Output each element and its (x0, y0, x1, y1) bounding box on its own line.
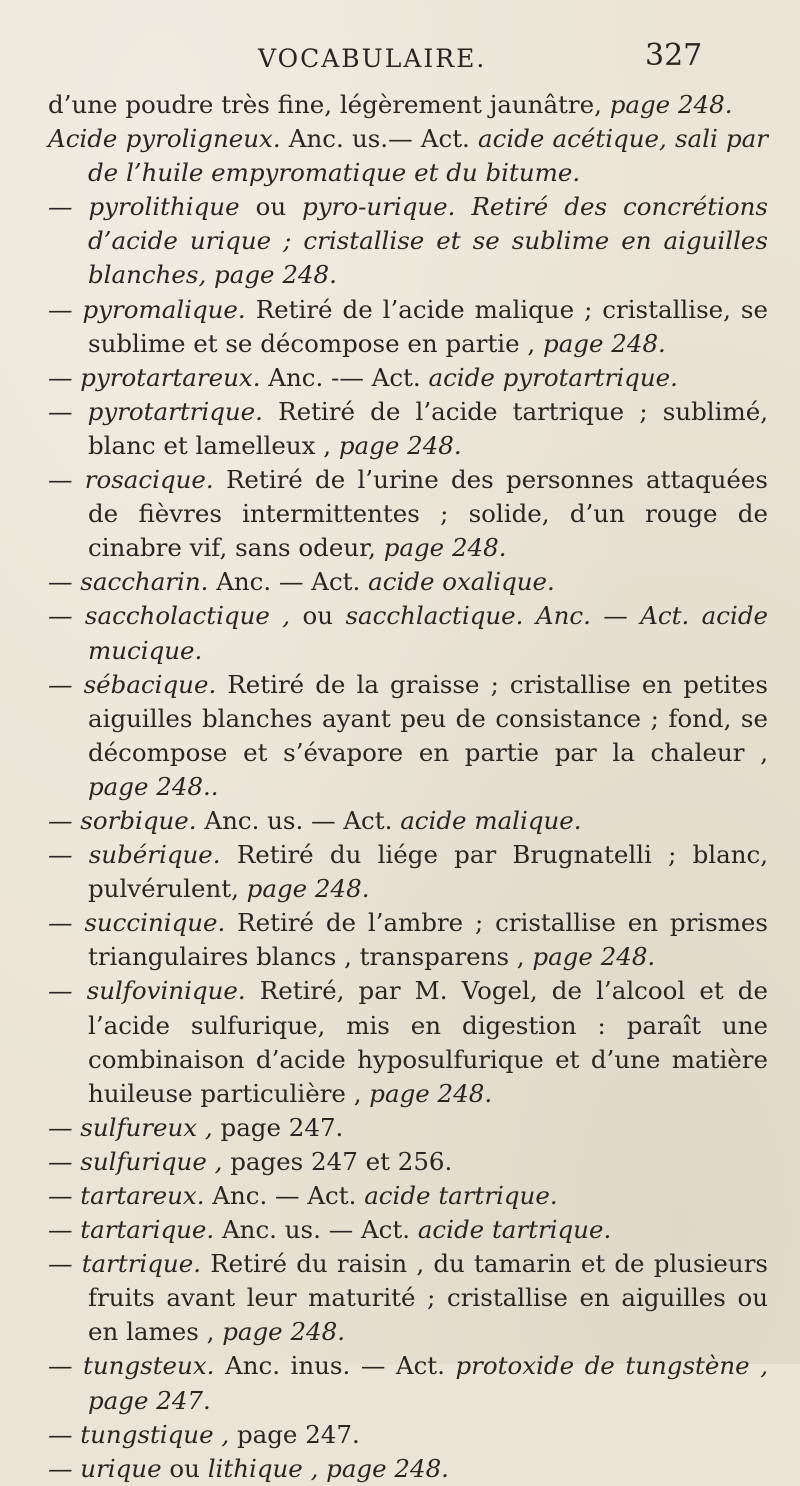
entry-body: Retiré du liége par Brugnatelli ; blanc, pulvérulent, (88, 840, 768, 904)
entry-body: Retiré de la graisse ; cristallise en petites aiguilles blanches ayant peu de consistance ; fond, se décompose et s’évapore en partie par la chaleur , (88, 669, 768, 767)
entry-tail: page 248. (532, 942, 656, 972)
entry-body: d’une poudre très fine, légèrement jaunâtre, (48, 90, 610, 119)
entry-tail: page 248. (246, 874, 370, 904)
entry-body: pages 247 et 256. (222, 1146, 453, 1176)
entry-head: — tartrique. (48, 1249, 201, 1279)
vocabulary-entries (48, 88, 768, 1486)
vocabulary-entry (48, 804, 768, 838)
vocabulary-entry (48, 1418, 768, 1452)
entry-tail: page 248. (222, 1317, 345, 1347)
entry-tail: acide tartrique. (417, 1215, 612, 1245)
entry-tail: lithique , page 248. (207, 1453, 449, 1483)
entry-tail: page 248. (383, 533, 507, 563)
entry-tail: acide pyrotartrique. (428, 362, 678, 392)
vocabulary-entry (48, 88, 768, 122)
entry-tail: pyro-urique. Retiré des concrétions d’acide urique ; cristallise et se sublime en aiguilles blanches, page 248. (88, 192, 768, 290)
vocabulary-entry (48, 1247, 768, 1349)
entry-head: — tungsteux. (48, 1351, 215, 1381)
vocabulary-entry (48, 974, 768, 1110)
vocabulary-entry (48, 1452, 768, 1486)
entry-head: Acide pyroligneux. (48, 124, 281, 154)
entry-head: — sulfureux , (48, 1112, 213, 1142)
entry-head: — tungstique , (48, 1419, 230, 1449)
entry-tail: sacchlactique. Anc. — Act. acide mucique. (88, 601, 769, 665)
entry-tail: page 248. (609, 90, 733, 119)
entry-tail: acide oxalique. (368, 567, 555, 597)
entry-body: Anc. us. — Act. (214, 1215, 418, 1245)
entry-head: — pyrotartareux. (48, 362, 261, 392)
vocabulary-entry (48, 906, 768, 974)
entry-head: — tartareux. (48, 1181, 205, 1210)
entry-head: — pyrolithique (48, 192, 240, 222)
entry-head: — tartarique. (48, 1215, 215, 1245)
vocabulary-entry (48, 838, 768, 906)
vocabulary-entry (48, 463, 768, 565)
entry-head: — rosacique. (48, 465, 214, 495)
entry-body: Retiré de l’ambre ; cristallise en prismes triangulaires blancs , transparens , (88, 908, 768, 972)
entry-head: — succinique. (48, 908, 226, 938)
entry-head: — sulfovinique. (48, 976, 246, 1006)
entry-tail: page 248. (369, 1078, 493, 1108)
running-head: VOCABULAIRE. (258, 44, 487, 73)
entry-tail: page 248. (543, 328, 666, 358)
entry-body: page 247. (229, 1419, 360, 1449)
entry-body: ou (290, 601, 346, 631)
entry-body: Anc. -— Act. (260, 362, 429, 392)
vocabulary-entry (48, 668, 768, 804)
entry-body: Retiré de l’acide tartrique ; sublimé, blanc et lamelleux , (88, 396, 768, 460)
vocabulary-entry (48, 1213, 768, 1247)
entry-body: ou (239, 192, 303, 222)
entry-head: — sorbique. (48, 805, 197, 835)
entry-head: — saccholactique , (48, 601, 291, 631)
entry-body: Retiré de l’acide malique ; cristallise, se sublime et se décompose en partie , (88, 294, 768, 358)
entry-tail: acide tartrique. (364, 1181, 558, 1210)
entry-body: ou (161, 1453, 208, 1483)
entry-head: — pyromalique. (48, 294, 246, 324)
entry-tail: page 248. (338, 430, 462, 460)
vocabulary-entry (48, 565, 768, 599)
entry-body: page 247. (212, 1112, 344, 1142)
entry-head: — sulfurique , (48, 1146, 223, 1176)
vocabulary-entry (48, 1111, 768, 1145)
vocabulary-entry (48, 190, 768, 292)
entry-body: Anc. — Act. (204, 1181, 365, 1210)
entry-tail: acide malique. (400, 805, 582, 835)
entry-body: Anc. — Act. (208, 567, 369, 597)
entry-head: — sébacique. (48, 669, 217, 699)
entry-body: Retiré, par M. Vogel, de l’alcool et de l’acide sulfurique, mis en digestion : paraît une combinaison d’acide hyposulfurique et d’une matière huileuse particulière , (88, 976, 768, 1108)
entry-head: — urique (48, 1453, 162, 1483)
vocabulary-entry (48, 599, 768, 667)
vocabulary-entry (48, 1179, 768, 1213)
page-header (0, 38, 800, 78)
entry-tail: protoxide de tungstène , page 247. (88, 1351, 768, 1415)
entry-body: Retiré du raisin , du tamarin et de plusieurs fruits avant leur maturité ; cristallise en aiguilles ou en lames , (88, 1249, 768, 1347)
entry-head: — pyrotartrique. (48, 396, 263, 426)
vocabulary-entry (48, 293, 768, 361)
entry-body: Retiré de l’urine des personnes attaquées de fièvres intermittentes ; solide, d’un rouge de cinabre vif, sans odeur, (88, 465, 768, 563)
entry-body: Anc. us.— Act. (280, 124, 479, 154)
entry-tail: acide acétique, sali par de l’huile empyromatique et du bitume. (88, 124, 769, 188)
entry-head: — saccharin. (48, 567, 209, 597)
page-number: 327 (645, 38, 703, 73)
vocabulary-entry (48, 395, 768, 463)
entry-body: Anc. inus. — Act. (214, 1351, 456, 1381)
vocabulary-entry (48, 1349, 768, 1417)
vocabulary-entry (48, 122, 768, 190)
entry-head: — subérique. (48, 840, 221, 870)
entry-body: Anc. us. — Act. (196, 805, 401, 835)
vocabulary-entry (48, 1145, 768, 1179)
entry-tail: page 248.. (88, 771, 219, 801)
vocabulary-entry (48, 361, 768, 395)
